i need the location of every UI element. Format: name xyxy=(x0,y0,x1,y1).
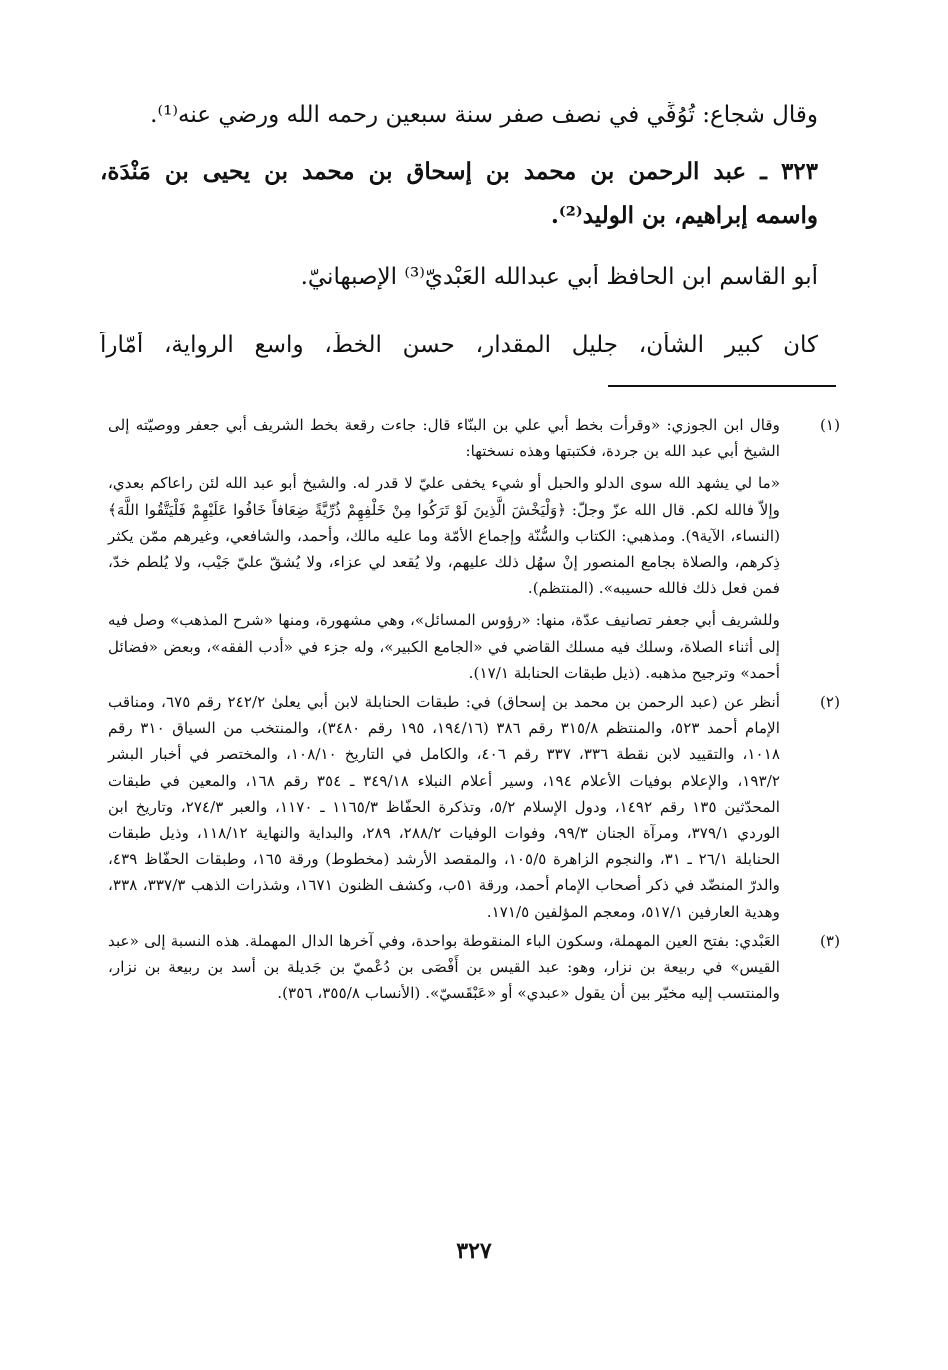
main-text-line-description: كان كبير الشأن، جليل المقدار، حسن الخطّ، واسع الرواية، أمّاراً xyxy=(100,332,818,358)
footnote-body xyxy=(108,412,780,686)
footnote-paragraph: «ما لي يشهد الله سوى الدلو والحبل أو شيء يخفى عليّ لا قدر له. والشيخ أبو عبد الله لئن راعاكم بعدي، وإلاّ فالله لكم. قال الله عزّ وجلّ: ﴿وَلْيَخْشَ الَّذِينَ لَوْ تَرَكُوا مِنْ خَلْفِهِمْ ذُرِّيَّةً ضِعَافاً خَافُوا عَلَيْهِمْ فَلْيَتَّقُوا اللَّهَ﴾ (النساء، الآية٩). ومذهبي: الكتاب والسُّنّة وإجماع الأمّة وما عليه مالك، وأحمد، والشافعي، وغيرهم ممّن يكثر ذِكرهم، والصلاة بجامع المنصور إنْ سهُل ذلك عليهم، ولا يُقعد لي عزاء، ولا يُشقّ عليّ جَيْب، ولا يُلطم خدّ، فمن فعل ذلك فالله حسيبه». (المنتظم). xyxy=(108,474,780,598)
footnotes xyxy=(108,412,840,1006)
main-text-line-1: وقال شجاع: تُوُفِّي في نصف صفر سنة سبعين رحمه الله ورضي عنه⁽¹⁾. xyxy=(150,102,818,128)
footnote-paragraph: وقال ابن الجوزي: «وقرأت بخط أبي علي بن البنّاء قال: جاءت رقعة بخط الشريف أبي جعفر ووصيّته إلى الشيخ أبي عبد الله بن جردة، فكتبتها وهذه نسختها: xyxy=(108,416,780,461)
footnote-body xyxy=(108,689,780,925)
footnote-paragraph: وللشريف أبي جعفر تصانيف عدّة، منها: «رؤوس المسائل»، وهي مشهورة، ومنها «شرح المذهب» وصل فيه إلى أثناء الصلاة، وسلك فيه مسلك القاضي في «الجامع الكبير»، وله جزء في «أدب الفقه»، وبعض «فضائل أحمد» وترجيح مذهبه. (ذيل طبقات الحنابلة ١٧/١). xyxy=(108,611,780,682)
footnote-1 xyxy=(108,412,840,686)
footnote-number: (٣) xyxy=(819,931,840,950)
footnote-number: (٢) xyxy=(819,693,840,712)
main-text-line-kunya: أبو القاسم ابن الحافظ أبي عبدالله العَبْديّ⁽³⁾ الإصبهانيّ. xyxy=(300,264,818,290)
footnote-2 xyxy=(108,689,840,925)
footnote-body xyxy=(108,928,780,1007)
entry-heading-line-2: واسمه إبراهيم، بن الوليد⁽²⁾. xyxy=(550,202,818,229)
footnote-divider xyxy=(608,385,836,387)
footnote-number: (١) xyxy=(819,416,840,434)
footnote-paragraph: العَبْدي: بفتح العين المهملة، وسكون الباء المنقوطة بواحدة، وفي آخرها الدال المهملة. هذه النسبة إلى «عبد القيس» في ربيعة بن نزار، وهو: عبد القيس بن أَفْصَى بن دُعْميّ بن جَديلة بن أسد بن ربيعة بن نزار، والمنتسب إليه مخيّر بين أن يقول «عبدي» أو «عَبْقَسيّ». (الأنساب ٣٥٥/٨، ٣٥٦). xyxy=(108,931,780,1003)
entry-heading-line-1: ٣٢٣ ـ عبد الرحمن بن محمد بن إسحاق بن محمد بن يحيى بن مَنْدَة، xyxy=(100,158,818,185)
footnote-paragraph: أنظر عن (عبد الرحمن بن محمد بن إسحاق) في: طبقات الحنابلة لابن أبي يعلىٰ ٢٤٢/٢ رقم ٦٧٥، ومناقب الإمام أحمد ٥٢٣، والمنتظم ٣١٥/٨ رقم ٣٨٦ (١٩٤/١٦، ١٩٥ رقم ٣٤٨٠)، والمنتخب من السياق ٣١٠ رقم ١٠١٨، والتقييد لابن نقطة ٣٣٦، ٣٣٧ رقم ٤٠٦، والكامل في التاريخ ١٠٨/١٠، والمختصر في أخبار البشر ١٩٣/٢، والإعلام بوفيات الأعلام ١٩٤، وسير أعلام النبلاء ٣٤٩/١٨ ـ ٣٥٤ رقم ١٦٨، والمعين في طبقات المحدّثين ١٣٥ رقم ١٤٩٢، ودول الإسلام ٥/٢، وتذكرة الحفّاظ ١١٦٥/٣ ـ ١١٧٠، والعبر ٢٧٤/٣، وتاريخ ابن الوردي ٣٧٩/١، ومرآة الجنان ٩٩/٣، وفوات الوفيات ٢٨٨/٢، ٢٨٩، والبداية والنهاية ١١٨/١٢، وذيل طبقات الحنابلة ٢٦/١ ـ ٣١، والنجوم الزاهرة ١٠٥/٥، والمقصد الأرشد (مخطوط) ورقة ١٦٥، وطبقات الحفّاظ ٤٣٩، والدرّ المنضّد في ذكر أصحاب الإمام أحمد، ورقة ٥١ب، وكشف الظنون ١٦٧١، وشذرات الذهب ٣٣٧/٣، ٣٣٨، وهدية العارفين ٥١٧/١، ومعجم المؤلفين ١٧١/٥. xyxy=(108,693,781,921)
page-number: ٣٢٧ xyxy=(456,1238,492,1264)
footnote-3 xyxy=(108,928,840,1007)
